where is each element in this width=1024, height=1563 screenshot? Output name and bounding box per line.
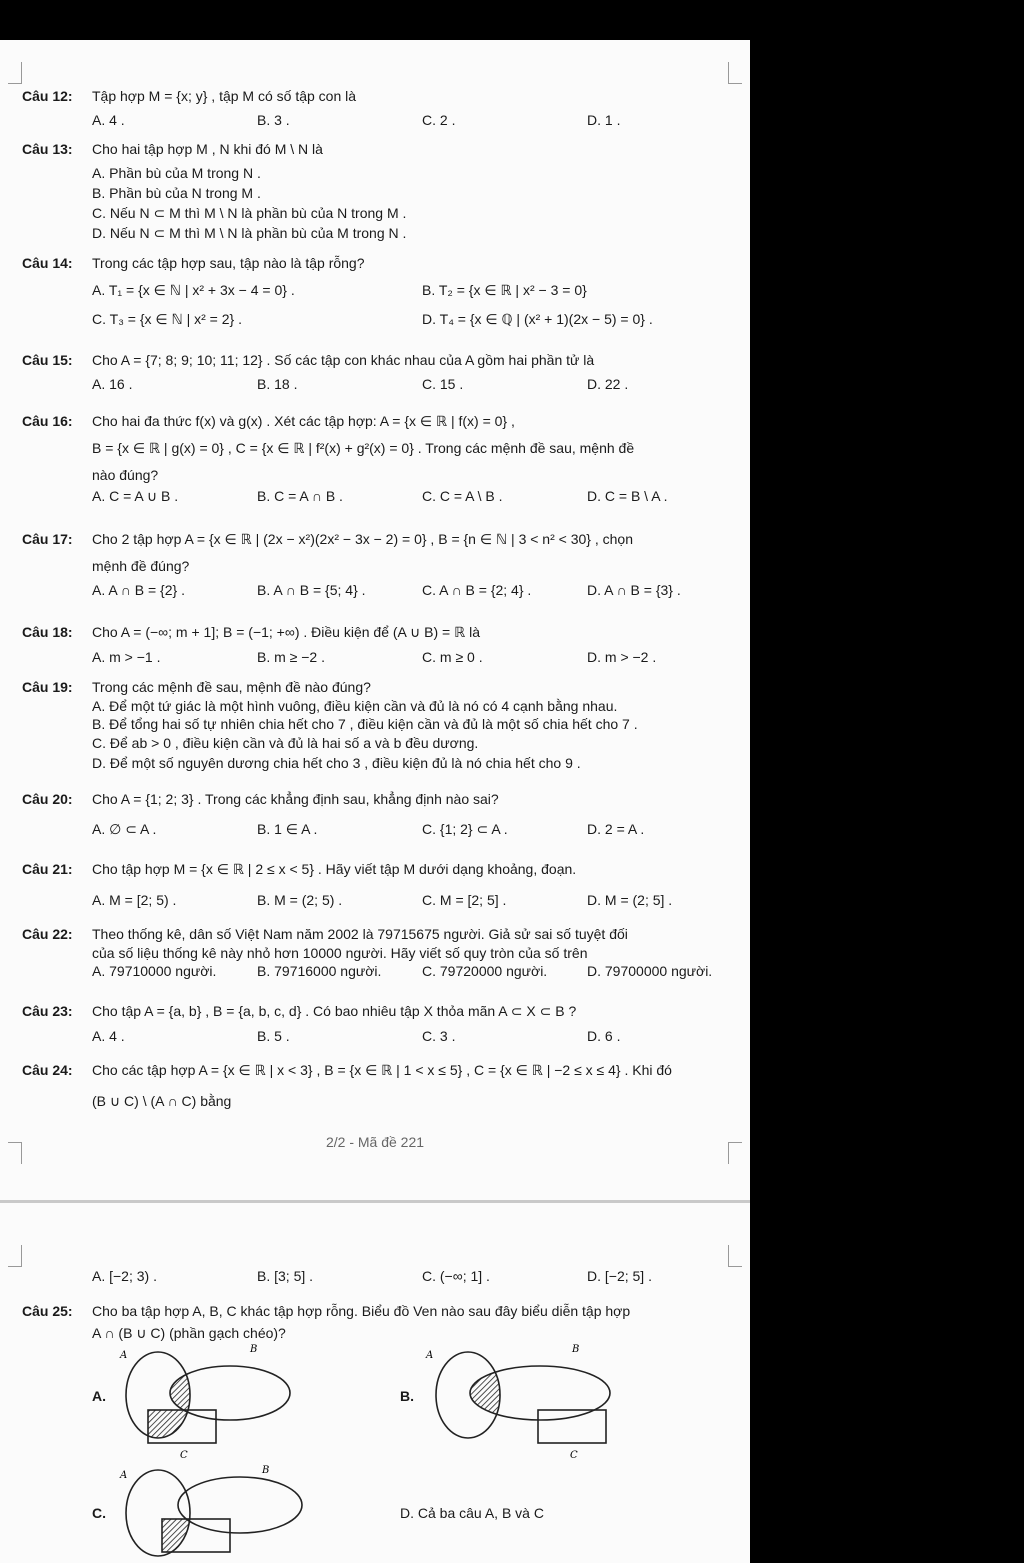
question-stem-line-3: nào đúng? [92,467,159,483]
set-label-a: A [426,1350,434,1361]
question-24 [22,1061,738,1111]
question-15 [22,351,738,394]
question-22 [22,925,738,981]
option-b: B. 1 ∈ A . [257,821,318,837]
question-number: Câu 22: [22,926,73,942]
option-d: D. 22 . [587,376,629,392]
set-label-b: B [262,1465,270,1476]
option-a: A. M = [2; 5) . [92,892,177,908]
set-label-c: C [180,1450,188,1461]
option-c: C. C = A \ B . [422,488,503,504]
question-stem: Cho các tập hợp A = {x ∈ ℝ | x < 3} , B = {x ∈ ℝ | 1 < x ≤ 5} , C = {x ∈ ℝ | −2 ≤ x ≤ 4} . Khi đó [92,1062,672,1078]
option-d: D. Để một số nguyên dương chia hết cho 3 , điều kiện đủ là nó chia hết cho 9 . [92,755,581,771]
option-d: D. m > −2 . [587,649,657,665]
question-number: Câu 20: [22,791,73,807]
option-c: C. m ≥ 0 . [422,649,483,665]
venn-diagram-a [126,1352,290,1443]
question-stem: Trong các tập hợp sau, tập nào là tập rỗng? [92,255,365,271]
venn-option-c-label: C. [92,1505,106,1521]
question-stem: Trong các mệnh đề sau, mệnh đề nào đúng? [92,679,371,695]
option-c: C. Để ab > 0 , điều kiện cần và đủ là hai số a và b đều dương. [92,735,479,751]
option-b: B. C = A ∩ B . [257,488,343,504]
question-17 [22,530,738,600]
question-23 [22,1002,738,1046]
question-19 [22,678,738,774]
question-number: Câu 23: [22,1003,73,1019]
question-number: Câu 19: [22,679,73,695]
question-stem-line-2: mệnh đề đúng? [92,558,190,574]
question-number: Câu 18: [22,624,73,640]
option-c: C. {1; 2} ⊂ A . [422,821,508,837]
option-c: C. T₃ = {x ∈ ℕ | x² = 2} . [92,311,242,327]
question-number: Câu 13: [22,141,73,157]
option-a: A. 4 . [92,112,125,128]
question-stem: Cho tập A = {a, b} , B = {a, b, c, d} . Có bao nhiêu tập X thỏa mãn A ⊂ X ⊂ B ? [92,1003,577,1019]
option-c: C. A ∩ B = {2; 4} . [422,582,532,598]
option-c: C. 15 . [422,376,464,392]
question-18 [22,623,738,667]
option-b: B. M = (2; 5) . [257,892,343,908]
exam-page-1 [0,40,750,1200]
question-21 [22,860,738,910]
question-stem: Cho A = (−∞; m + 1]; B = (−1; +∞) . Điều kiện để (A ∪ B) = ℝ là [92,624,480,640]
question-number: Câu 14: [22,255,73,271]
option-b: B. A ∩ B = {5; 4} . [257,582,366,598]
option-a: A. 4 . [92,1028,125,1044]
venn-diagrams [0,1203,750,1563]
question-number: Câu 24: [22,1062,73,1078]
set-label-a: A [120,1470,128,1481]
venn-option-b-label: B. [400,1388,414,1404]
option-d: D. C = B \ A . [587,488,668,504]
option-a: A. 79710000 người. [92,963,217,979]
option-d: D. A ∩ B = {3} . [587,582,681,598]
option-c: C. 79720000 người. [422,963,548,979]
question-stem: Cho hai tập hợp M , N khi đó M \ N là [92,141,323,157]
option-a: A. T₁ = {x ∈ ℕ | x² + 3x − 4 = 0} . [92,282,295,298]
question-14 [22,254,738,329]
option-b: B. [3; 5] . [257,1268,314,1284]
question-20 [22,790,738,839]
exam-page-2 [0,1203,750,1563]
option-a: A. [−2; 3) . [92,1268,157,1284]
option-a: A. m > −1 . [92,649,161,665]
option-c: C. Nếu N ⊂ M thì M \ N là phần bù của N trong M . [92,205,407,221]
set-label-b: B [250,1344,258,1355]
crop-mark [8,62,22,84]
option-d: D. 6 . [587,1028,621,1044]
question-stem: Cho tập hợp M = {x ∈ ℝ | 2 ≤ x < 5} . Hãy viết tập M dưới dạng khoảng, đoạn. [92,861,577,877]
crop-mark [728,1142,742,1164]
option-d: D. M = (2; 5] . [587,892,673,908]
question-13 [22,140,738,243]
question-12 [22,87,738,130]
question-stem: Cho A = {1; 2; 3} . Trong các khẳng định sau, khẳng định nào sai? [92,791,499,807]
venn-diagram-c [126,1470,302,1556]
venn-diagram-b [436,1352,610,1443]
crop-mark [8,1142,22,1164]
option-b: B. 5 . [257,1028,290,1044]
question-number: Câu 16: [22,413,73,429]
question-stem: Theo thống kê, dân số Việt Nam năm 2002 là 79715675 người. Giả sử sai số tuyệt đối [92,926,628,942]
question-stem: Cho ba tập hợp A, B, C khác tập hợp rỗng. Biểu đồ Ven nào sau đây biểu diễn tập hợp [92,1303,631,1319]
option-a: A. ∅ ⊂ A . [92,821,157,837]
question-number: Câu 15: [22,352,73,368]
option-d: D. 2 = A . [587,821,645,837]
question-stem: Cho hai đa thức f(x) và g(x) . Xét các tập hợp: A = {x ∈ ℝ | f(x) = 0} , [92,413,515,429]
venn-option-a-label: A. [92,1388,106,1404]
question-number: Câu 12: [22,88,73,104]
crop-mark [728,62,742,84]
question-stem-line-2: B = {x ∈ ℝ | g(x) = 0} , C = {x ∈ ℝ | f²(x) + g²(x) = 0} . Trong các mệnh đề sau, mệnh đề [92,440,635,456]
option-b: B. 3 . [257,112,290,128]
option-a: A. Phần bù của M trong N . [92,165,261,181]
option-d: D. [−2; 5] . [587,1268,652,1284]
option-a: A. C = A ∪ B . [92,488,179,504]
option-d: D. 79700000 người. [587,963,713,979]
option-a: A. Để một tứ giác là một hình vuông, điều kiện cần và đủ là nó có 4 cạnh bằng nhau. [92,698,618,714]
option-d: D. T₄ = {x ∈ ℚ | (x² + 1)(2x − 5) = 0} . [422,311,653,327]
venn-option-d: D. Cả ba câu A, B và C [400,1505,544,1521]
option-d: D. Nếu N ⊂ M thì M \ N là phần bù của M trong N . [92,225,407,241]
set-label-c: C [570,1450,578,1461]
option-b: B. Để tổng hai số tự nhiên chia hết cho 7 , điều kiện cần và đủ là một số chia hết cho 7 . [92,716,638,732]
set-label-b: B [572,1344,580,1355]
option-b: B. m ≥ −2 . [257,649,325,665]
option-c: C. 3 . [422,1028,456,1044]
option-b: B. Phần bù của N trong M . [92,185,261,201]
option-c: C. M = [2; 5] . [422,892,507,908]
question-number: Câu 21: [22,861,73,877]
question-stem: Cho 2 tập hợp A = {x ∈ ℝ | (2x − x²)(2x² − 3x − 2) = 0} , B = {n ∈ ℕ | 3 < n² < 30} , chọn [92,531,633,547]
option-a: A. 16 . [92,376,133,392]
question-stem-line-2: của số liệu thống kê này nhỏ hơn 10000 người. Hãy viết số quy tròn của số trên [92,945,588,961]
question-stem-line-2: A ∩ (B ∪ C) (phần gạch chéo)? [92,1325,286,1341]
option-c: C. 2 . [422,112,456,128]
option-d: D. 1 . [587,112,621,128]
question-16 [22,412,738,506]
page-footer: 2/2 - Mã đề 221 [325,1134,425,1150]
set-label-a: A [120,1350,128,1361]
question-stem: Tập hợp M = {x; y} , tập M có số tập con là [92,88,357,104]
question-stem: Cho A = {7; 8; 9; 10; 11; 12} . Số các tập con khác nhau của A gồm hai phần tử là [92,352,595,368]
question-number: Câu 25: [22,1303,73,1319]
question-stem-line-2: (B ∪ C) \ (A ∩ C) bằng [92,1093,232,1109]
option-c: C. (−∞; 1] . [422,1268,490,1284]
option-b: B. 18 . [257,376,298,392]
question-number: Câu 17: [22,531,73,547]
option-b: B. T₂ = {x ∈ ℝ | x² − 3 = 0} [422,282,587,298]
option-b: B. 79716000 người. [257,963,382,979]
option-a: A. A ∩ B = {2} . [92,582,185,598]
